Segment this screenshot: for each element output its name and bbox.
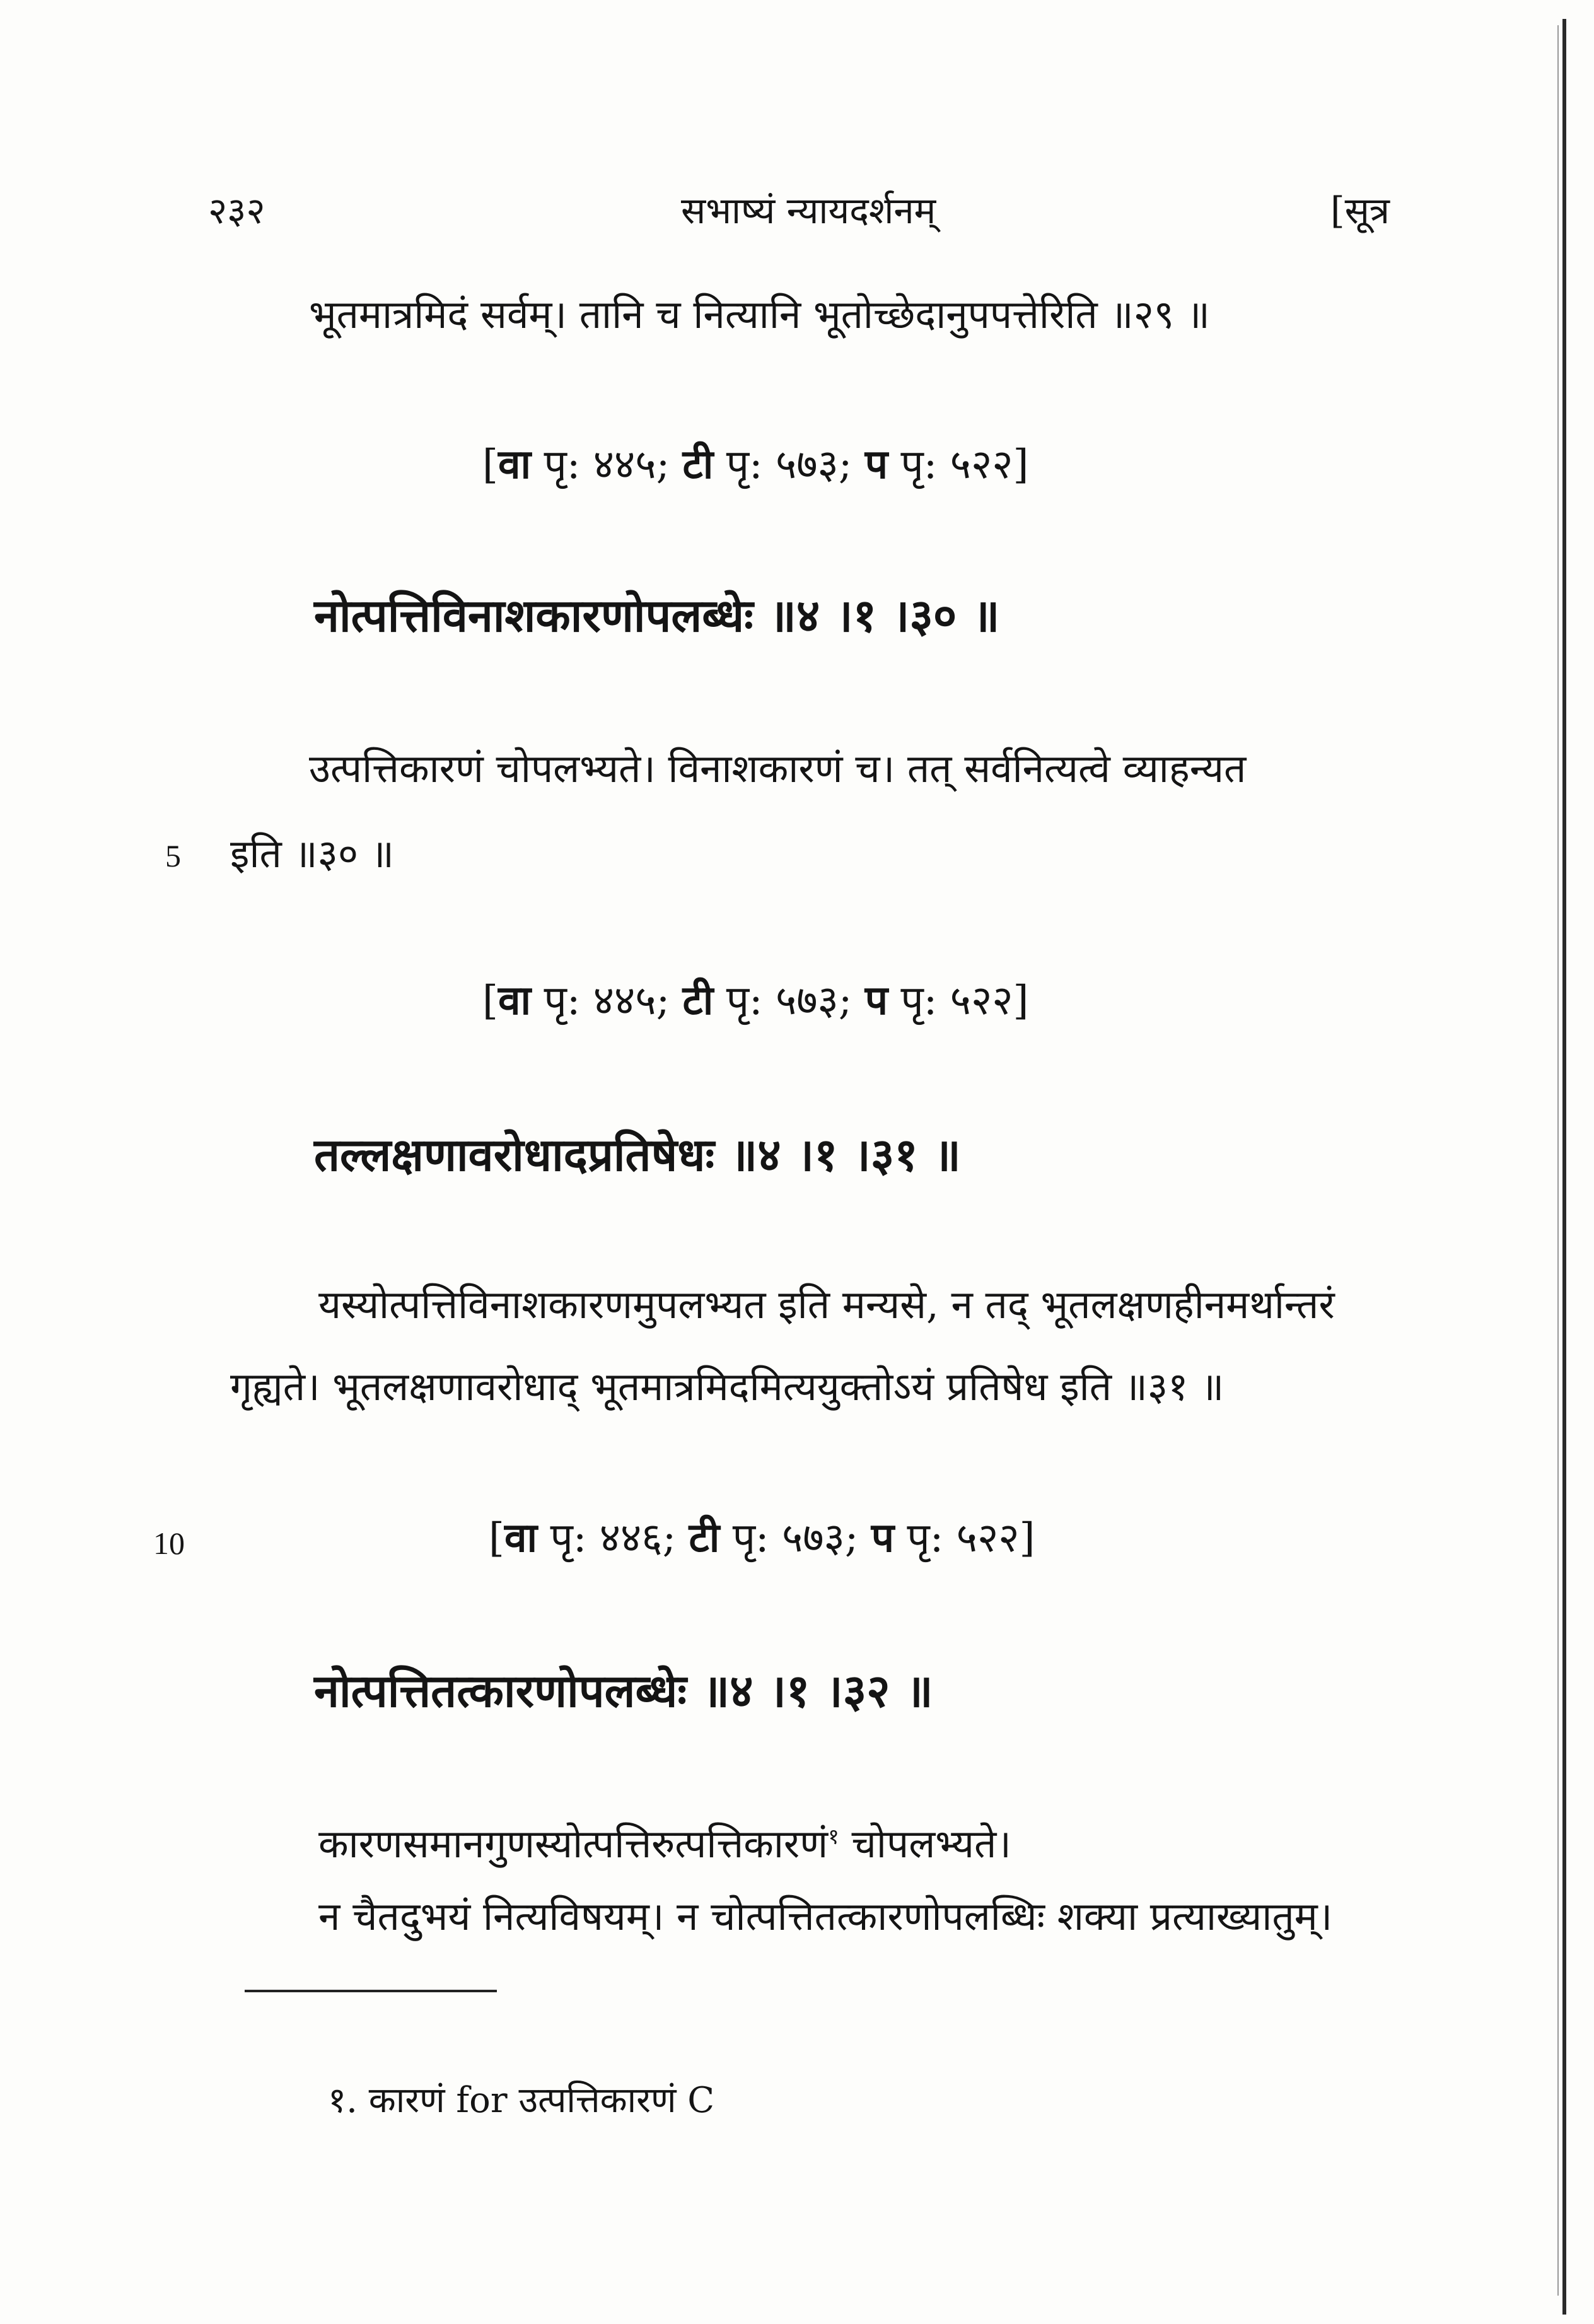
scan-edge-shadow: [1557, 25, 1559, 2296]
commentary-29-end: भूतमात्रमिदं सर्वम्। तानि च नित्यानि भूतोच्छेदानुपपत्तेरिति ॥२९ ॥: [309, 291, 1210, 337]
reference-line-29: [वा पृ: ४४५; टी पृ: ५७३; प पृ: ५२२]: [482, 441, 1029, 488]
commentary-31-line1: यस्योत्पत्तिविनाशकारणमुपलभ्यत इति मन्यसे, न तद् भूतलक्षणहीनमर्थान्तरं: [318, 1282, 1335, 1328]
scan-edge: [1562, 19, 1566, 2315]
reference-line-31: [वा पृ: ४४६; टी पृ: ५७३; प पृ: ५२२]: [489, 1514, 1035, 1562]
sutra-32: नोत्पत्तितत्कारणोपलब्धेः ॥४ ।१ ।३२ ॥: [314, 1664, 933, 1717]
commentary-31-line2: गृह्यते। भूतलक्षणावरोधाद् भूतमात्रमिदमित्ययुक्तोऽयं प्रतिषेध इति ॥३१ ॥: [230, 1363, 1225, 1410]
page-number: २३२: [208, 189, 265, 232]
commentary-32-line2: न चैतदुभयं नित्यविषयम्। न चोत्पत्तितत्कारणोपलब्धिः शक्या प्रत्याख्यातुम्।: [318, 1893, 1333, 1939]
footnote-rule: [245, 1990, 497, 1992]
section-marker: [सूत्र: [1330, 189, 1390, 232]
running-title: सभाष्यं न्यायदर्शनम्: [681, 189, 936, 232]
sutra-31: तल्लक्षणावरोधादप्रतिषेधः ॥४ ।१ ।३१ ॥: [314, 1128, 961, 1181]
commentary-30-line2: इति ॥३० ॥: [230, 831, 395, 877]
reference-line-30: [वा पृ: ४४५; टी पृ: ५७३; प पृ: ५२२]: [482, 977, 1029, 1024]
sutra-30: नोत्पत्तिविनाशकारणोपलब्धेः ॥४ ।१ ।३० ॥: [314, 588, 1000, 642]
line-number-10: 10: [153, 1526, 185, 1561]
footnote-marker: १: [828, 1824, 839, 1850]
commentary-30-line1: उत्पत्तिकारणं चोपलभ्यते। विनाशकारणं च। तत् सर्वनित्यत्वे व्याहन्यत: [309, 745, 1247, 791]
line-number-5: 5: [165, 838, 181, 873]
footnote-1: १. कारणं for उत्पत्तिकारणं C: [328, 2080, 715, 2121]
commentary-32-line1: कारणसमानगुणस्योत्पत्तिरुत्पत्तिकारणं$^१$ चोपलभ्यते।: [318, 1821, 1011, 1867]
